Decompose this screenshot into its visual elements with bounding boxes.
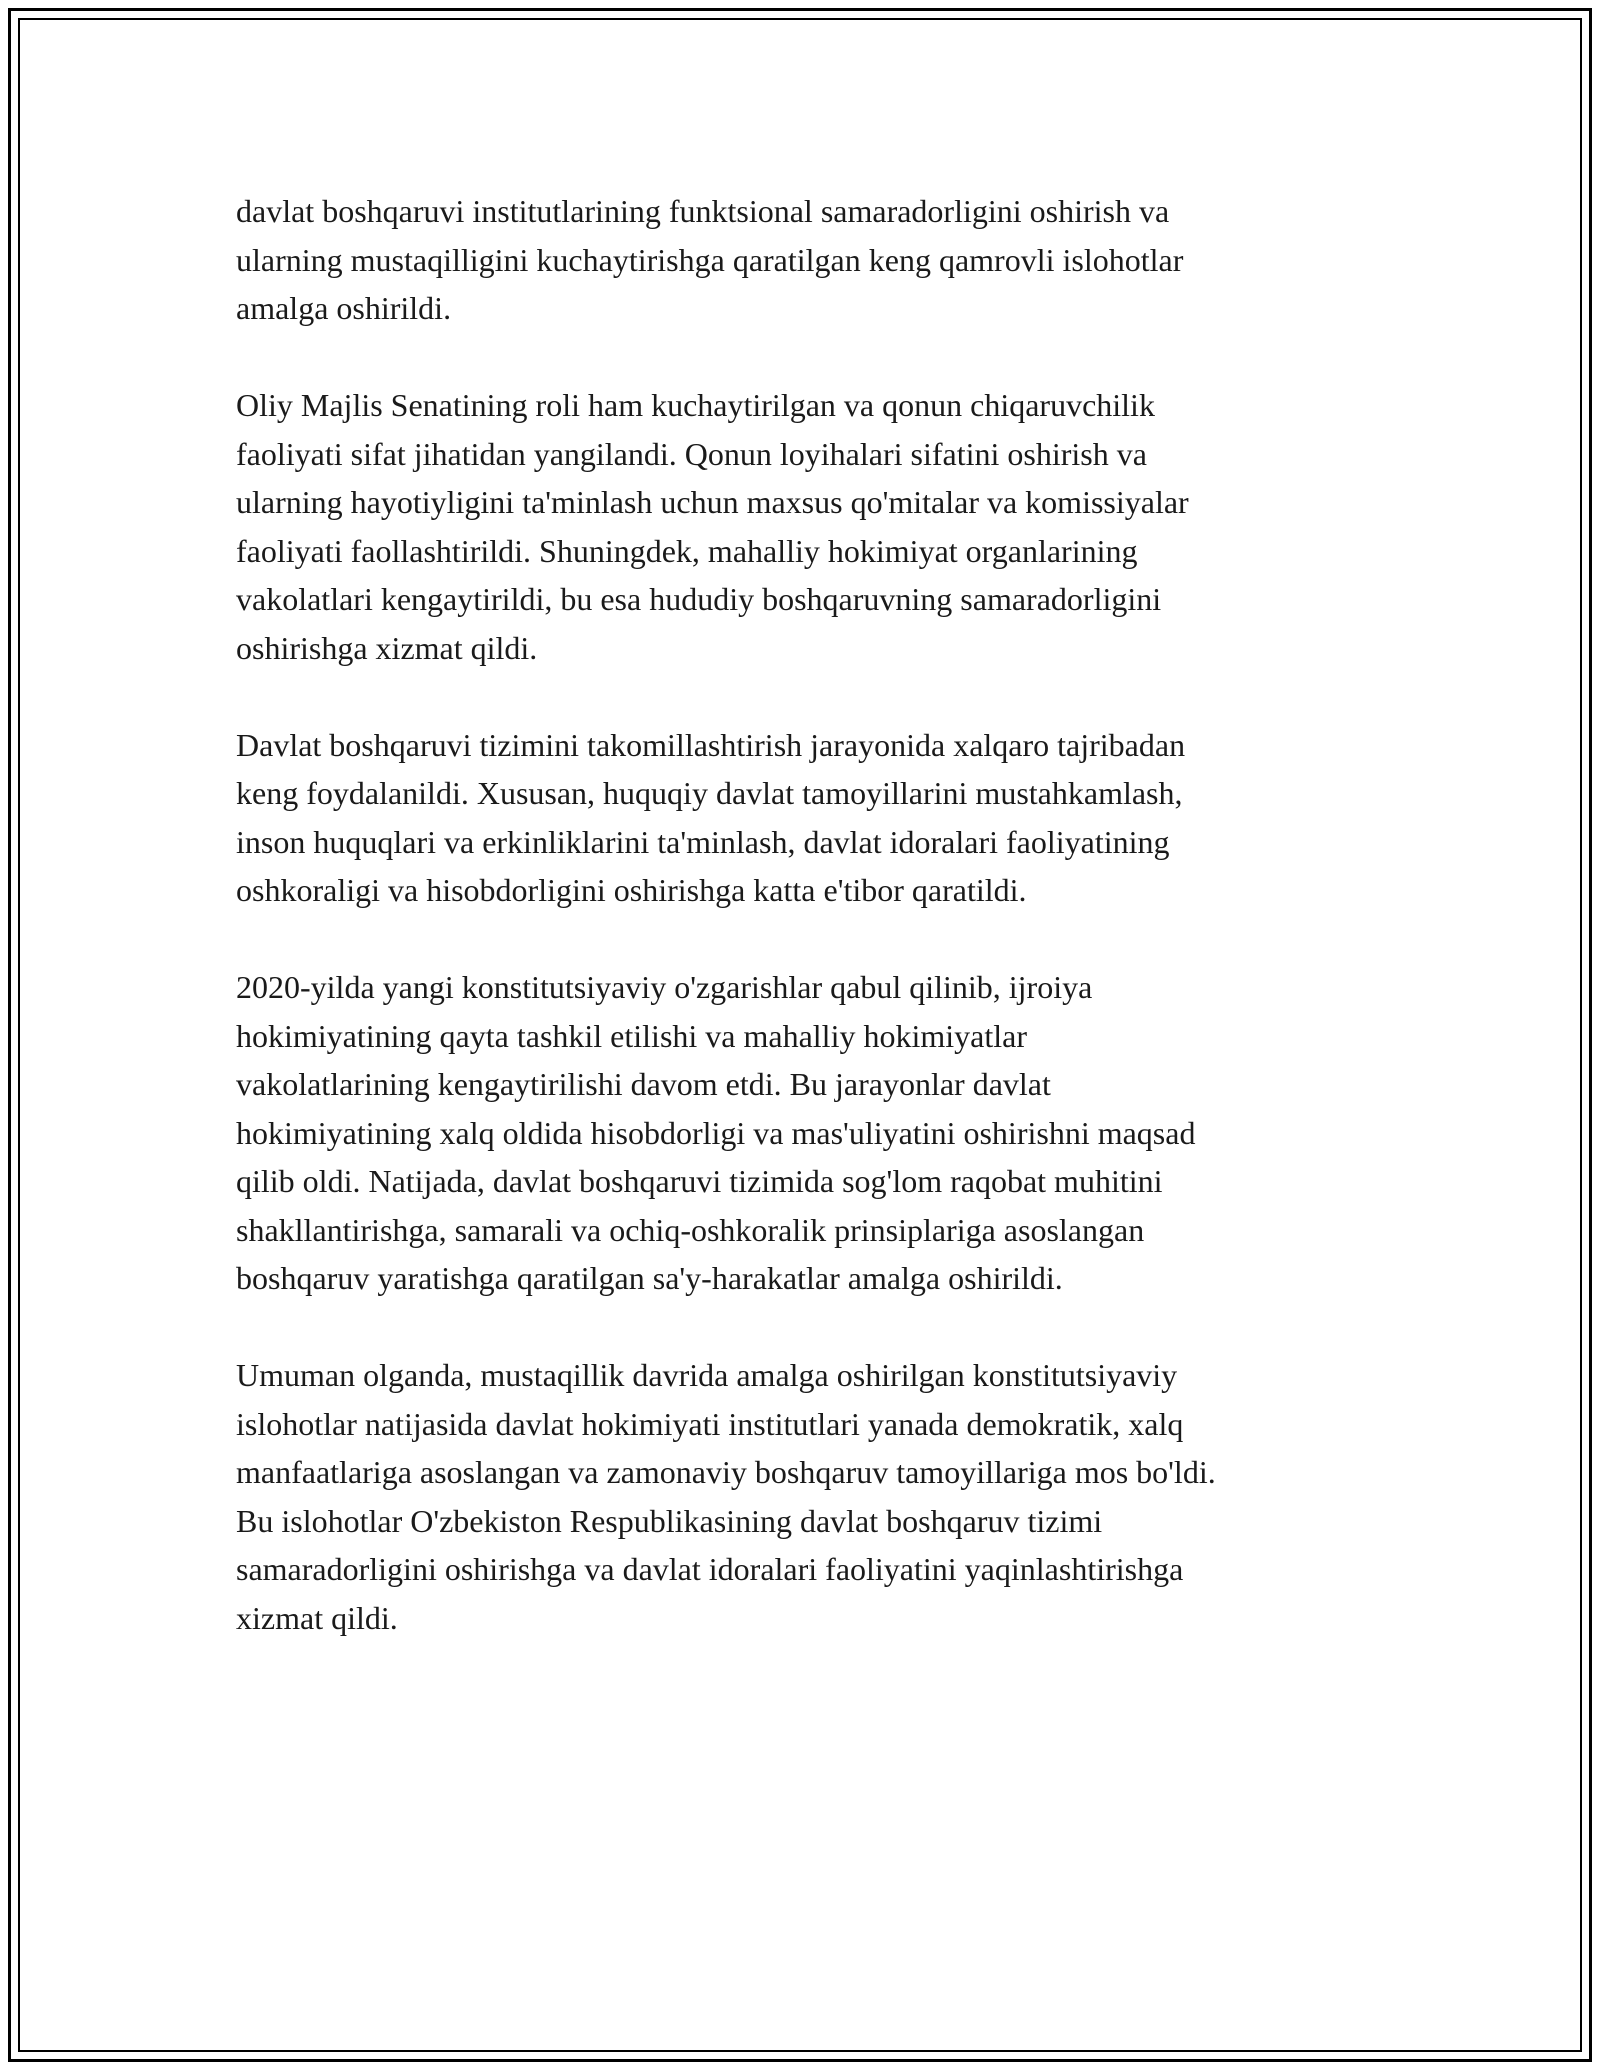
text-line: manfaatlariga asoslangan va zamonaviy boshqaruv tamoyillariga mos bo'ldi.: [236, 1454, 1216, 1490]
text-line: faoliyati faollashtirildi. Shuningdek, mahalliy hokimiyat organlarining: [236, 532, 1138, 569]
text-line: shakllantirishga, samarali va ochiq-oshkoralik prinsiplariga asoslangan: [236, 1211, 1145, 1248]
text-line: faoliyati sifat jihatidan yangilandi. Qonun loyihalari sifatini oshirish va: [236, 435, 1147, 472]
text-line: Umuman olganda, mustaqillik davrida amalga oshirilgan konstitutsiyaviy: [236, 1357, 1178, 1393]
text-line: inson huquqlari va erkinliklarini ta'minlash, davlat idoralari faoliyatining: [236, 823, 1170, 860]
text-line: vakolatlarining kengaytirilishi davom etdi. Bu jarayonlar davlat: [236, 1066, 1051, 1102]
text-line: xizmat qildi.: [236, 1599, 398, 1636]
text-line: qilib oldi. Natijada, davlat boshqaruvi tizimida sog'lom raqobat muhitini: [236, 1163, 1163, 1199]
document-body: [236, 187, 1366, 1642]
text-line: Oliy Majlis Senatining roli ham kuchaytirilgan va qonun chiqaruvchilik: [236, 387, 1155, 423]
text-line: keng foydalanildi. Xususan, huquqiy davlat tamoyillarini mustahkamlash,: [236, 775, 1183, 811]
paragraph-5: [236, 1351, 1366, 1642]
text-line: vakolatlari kengaytirildi, bu esa hududiy boshqaruvning samaradorligini: [236, 581, 1162, 617]
text-line: oshkoraligi va hisobdorligini oshirishga katta e'tibor qaratildi.: [236, 872, 1027, 908]
text-line: davlat boshqaruvi institutlarining funktsional samaradorligini oshirish va: [236, 193, 1170, 229]
text-line: Bu islohotlar O'zbekiston Respublikasining davlat boshqaruv tizimi: [236, 1502, 1103, 1539]
paragraph-2: [236, 381, 1366, 672]
paragraph-3: [236, 721, 1366, 915]
paragraph-4: [236, 963, 1366, 1303]
text-line: boshqaruv yaratishga qaratilgan sa'y-harakatlar amalga oshirildi.: [236, 1260, 1063, 1296]
text-line: oshirishga xizmat qildi.: [236, 629, 538, 666]
text-line: islohotlar natijasida davlat hokimiyati institutlari yanada demokratik, xalq: [236, 1405, 1184, 1442]
text-line: amalga oshirildi.: [236, 290, 452, 326]
text-line: ularning mustaqilligini kuchaytirishga qaratilgan keng qamrovli islohotlar: [236, 241, 1184, 278]
text-line: Davlat boshqaruvi tizimini takomillashtirish jarayonida xalqaro tajribadan: [236, 726, 1186, 763]
text-line: hokimiyatining xalq oldida hisobdorligi va mas'uliyatini oshirishni maqsad: [236, 1114, 1196, 1151]
text-line: samaradorligini oshirishga va davlat idoralari faoliyatini yaqinlashtirishga: [236, 1551, 1184, 1587]
paragraph-1: [236, 187, 1366, 333]
text-line: ularning hayotiyligini ta'minlash uchun maxsus qo'mitalar va komissiyalar: [236, 484, 1189, 520]
text-line: hokimiyatining qayta tashkil etilishi va mahalliy hokimiyatlar: [236, 1017, 1027, 1054]
text-line: 2020-yilda yangi konstitutsiyaviy o'zgarishlar qabul qilinib, ijroiya: [236, 969, 1093, 1005]
